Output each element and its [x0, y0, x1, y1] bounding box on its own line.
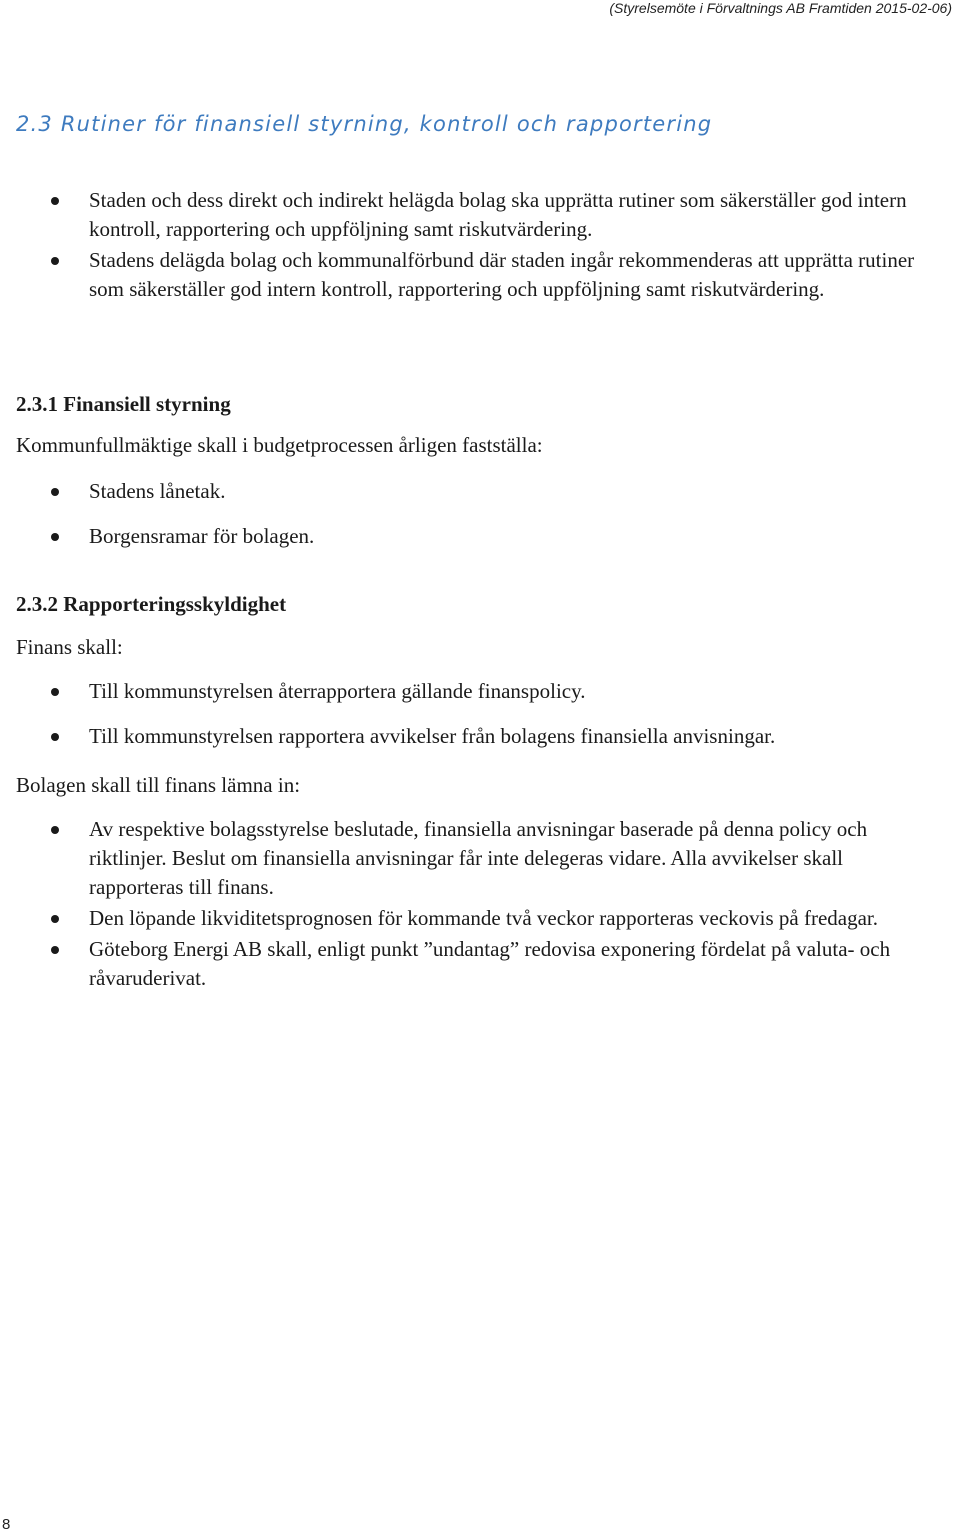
section-bullet-list: [0, 186, 940, 304]
list-item-text: Den löpande likviditetsprognosen för kommande två veckor rapporteras veckovis på fredagar.: [89, 906, 878, 930]
list-item-text: Göteborg Energi AB skall, enligt punkt ”undantag” redovisa exponering fördelat på valuta- och råvaruderivat.: [89, 937, 891, 990]
subsection-heading: 2.3.2 Rapporteringsskyldighet: [16, 592, 287, 616]
list-item: [0, 815, 940, 902]
bullet-icon: [51, 488, 59, 496]
bolagen-bullet-list: [0, 815, 940, 993]
list-item: [0, 246, 940, 304]
paragraph: Finans skall:: [16, 635, 123, 659]
list-item: [0, 677, 940, 706]
section-heading: 2.3 Rutiner för finansiell styrning, kontroll och rapportering: [16, 112, 713, 136]
list-item: [0, 722, 940, 751]
subsection-heading: 2.3.1 Finansiell styrning: [16, 392, 231, 416]
list-item-text: Staden och dess direkt och indirekt helägda bolag ska upprätta rutiner som säkerställer god intern kontroll, rapportering och uppföljning samt riskutvärdering.: [89, 188, 907, 241]
paragraph: Bolagen skall till finans lämna in:: [16, 773, 301, 797]
list-item-text: Av respektive bolagsstyrelse beslutade, finansiella anvisningar baserade på denna policy och riktlinjer. Beslut om finansiella anvisningar får inte delegeras vidare. Alla avvikelser skall rapporteras till finans.: [89, 817, 868, 899]
list-item: [0, 935, 940, 993]
list-item: [0, 904, 940, 933]
bullet-icon: [51, 946, 59, 954]
list-item-text: Stadens delägda bolag och kommunalförbund där staden ingår rekommenderas att upprätta rutiner som säkerställer god intern kontroll, rapportering och uppföljning samt riskutvärdering.: [89, 248, 915, 301]
list-item-text: Till kommunstyrelsen rapportera avvikelser från bolagens finansiella anvisningar.: [89, 724, 776, 748]
page-header: (Styrelsemöte i Förvaltnings AB Framtiden 2015-02-06): [609, 0, 952, 16]
list-item: [0, 522, 940, 551]
list-item-text: Till kommunstyrelsen återrapportera gällande finanspolicy.: [89, 679, 586, 703]
paragraph: Kommunfullmäktige skall i budgetprocessen årligen fastställa:: [16, 433, 543, 457]
finans-bullet-list: [0, 677, 940, 751]
bullet-icon: [51, 257, 59, 265]
bullet-icon: [51, 826, 59, 834]
bullet-icon: [51, 533, 59, 541]
budget-bullet-list: [0, 477, 940, 551]
bullet-icon: [51, 197, 59, 205]
bullet-icon: [51, 915, 59, 923]
list-item-text: Borgensramar för bolagen.: [89, 524, 315, 548]
bullet-icon: [51, 688, 59, 696]
list-item: [0, 186, 940, 244]
page-number: 8: [2, 1516, 11, 1533]
bullet-icon: [51, 733, 59, 741]
list-item-text: Stadens lånetak.: [89, 479, 226, 503]
list-item: [0, 477, 940, 506]
